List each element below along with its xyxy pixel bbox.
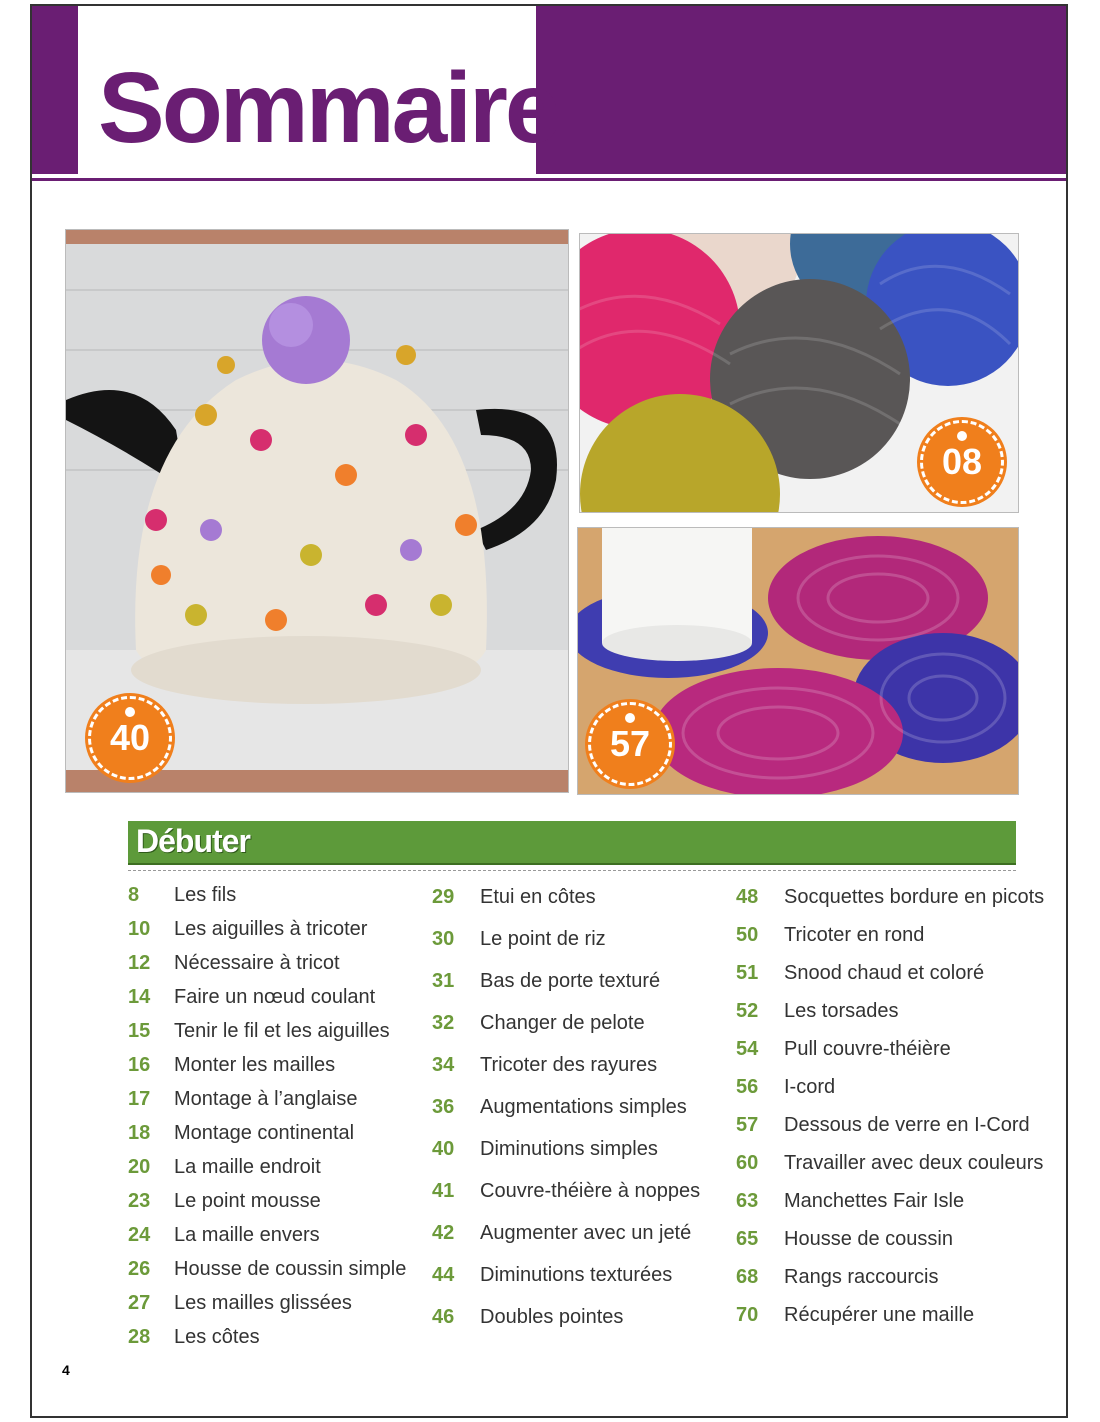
toc-page-number: 40 [432, 1138, 455, 1160]
toc-entry[interactable] [736, 1296, 1044, 1334]
toc-page-number: 70 [736, 1304, 759, 1326]
toc-entry[interactable] [432, 960, 700, 1002]
toc-entry-title: Augmenter avec un jeté [480, 1222, 692, 1244]
toc-page-number: 32 [432, 1012, 455, 1034]
toc-page-number: 17 [128, 1088, 151, 1110]
toc-entry-title: Le point de riz [480, 928, 606, 950]
toc-page-number: 56 [736, 1076, 759, 1098]
toc-page-number: 8 [128, 884, 140, 906]
toc-entry[interactable] [736, 916, 1044, 954]
tea-cosy-photo [66, 230, 568, 792]
toc-page-number: 60 [736, 1152, 759, 1174]
toc-page-number: 29 [432, 886, 455, 908]
toc-entry-title: Montage à l’anglaise [174, 1088, 358, 1110]
toc-entry-title: Les torsades [784, 1000, 899, 1022]
toc-entry-title: Les mailles glissées [174, 1292, 352, 1314]
badge-number: 57 [609, 723, 651, 764]
toc-entry-title: Les fils [174, 884, 237, 906]
toc-entry[interactable] [128, 1320, 406, 1354]
toc-entry-title: La maille envers [174, 1224, 320, 1246]
toc-page-number: 65 [736, 1228, 759, 1250]
toc-page-number: 44 [432, 1264, 455, 1286]
toc-entry[interactable] [128, 912, 406, 946]
toc-entry-title: Doubles pointes [480, 1306, 624, 1328]
toc-entry[interactable] [736, 1144, 1044, 1182]
toc-entry-title: Etui en côtes [480, 886, 596, 908]
toc-entry[interactable] [432, 1002, 700, 1044]
toc-page-number: 46 [432, 1306, 455, 1328]
toc-entry[interactable] [736, 1258, 1044, 1296]
toc-entry-title: Récupérer une maille [784, 1304, 975, 1326]
toc-entry-title: Tenir le fil et les aiguilles [174, 1020, 390, 1042]
toc-page-number: 31 [432, 970, 455, 992]
toc-column-2 [432, 876, 700, 1338]
toc-entry[interactable] [128, 1116, 406, 1150]
toc-page-number: 36 [432, 1096, 455, 1118]
badge-number: 08 [941, 441, 983, 482]
toc-page-number: 14 [128, 986, 151, 1008]
toc-page-number: 18 [128, 1122, 151, 1144]
toc-entry[interactable] [736, 1106, 1044, 1144]
toc-entry-title: Tricoter des rayures [480, 1054, 658, 1076]
toc-entry[interactable] [736, 878, 1044, 916]
toc-page-number: 24 [128, 1224, 151, 1246]
toc-entry[interactable] [736, 992, 1044, 1030]
toc-page-number: 26 [128, 1258, 151, 1280]
toc-entry-title: Housse de coussin [784, 1228, 953, 1250]
toc-page-number: 48 [736, 886, 759, 908]
toc-entry[interactable] [432, 1170, 700, 1212]
yarn-balls-photo [580, 234, 1018, 512]
toc-entry-title: Changer de pelote [480, 1012, 645, 1034]
toc-entry-title: Travailler avec deux couleurs [784, 1152, 1044, 1174]
page-badge-57 [588, 702, 672, 786]
toc-entry[interactable] [128, 1252, 406, 1286]
toc-entry[interactable] [128, 946, 406, 980]
toc-page-number: 10 [128, 918, 151, 940]
magazine-page [30, 4, 1068, 1418]
header-left-bar [32, 6, 78, 174]
toc-entry[interactable] [736, 1030, 1044, 1068]
toc-page-number: 63 [736, 1190, 759, 1212]
toc-entry[interactable] [432, 1044, 700, 1086]
toc-entry[interactable] [432, 1296, 700, 1338]
toc-entry-title: Monter les mailles [174, 1054, 336, 1076]
toc-entry-title: La maille endroit [174, 1156, 321, 1178]
toc-entry[interactable] [432, 1212, 700, 1254]
toc-entry-title: Socquettes bordure en picots [784, 886, 1045, 908]
toc-entry[interactable] [432, 1128, 700, 1170]
section-header-bar [128, 821, 1016, 863]
toc-page-number: 16 [128, 1054, 151, 1076]
toc-page-number: 15 [128, 1020, 151, 1042]
page-badge-40 [88, 696, 172, 780]
toc-page-number: 51 [736, 962, 759, 984]
toc-entry-title: Diminutions simples [480, 1138, 658, 1160]
toc-entry-title: Le point mousse [174, 1190, 321, 1212]
header-rule [32, 178, 1068, 181]
toc-entry[interactable] [128, 1150, 406, 1184]
badge-number: 40 [109, 717, 151, 758]
page-title: Sommaire [98, 52, 558, 164]
toc-page-number: 52 [736, 1000, 759, 1022]
toc-page-number: 41 [432, 1180, 455, 1202]
toc-entry-title: Montage continental [174, 1122, 355, 1144]
toc-page-number: 54 [736, 1038, 759, 1060]
header-right-bar [536, 6, 1068, 174]
toc-entry[interactable] [128, 1082, 406, 1116]
toc-entry[interactable] [736, 954, 1044, 992]
toc-entry-title: Snood chaud et coloré [784, 962, 985, 984]
toc-entry-title: Nécessaire à tricot [174, 952, 340, 974]
toc-page-number: 20 [128, 1156, 151, 1178]
toc-page-number: 57 [736, 1114, 759, 1136]
toc-page-number: 23 [128, 1190, 151, 1212]
toc-entry[interactable] [128, 1048, 406, 1082]
toc-page-number: 50 [736, 924, 759, 946]
toc-column-3 [736, 878, 1044, 1334]
toc-entry[interactable] [432, 1254, 700, 1296]
toc-column-1 [128, 878, 406, 1354]
toc-entry-title: Tricoter en rond [784, 924, 925, 946]
toc-entry-title: Faire un nœud coulant [174, 986, 376, 1008]
toc-entry[interactable] [128, 1184, 406, 1218]
toc-entry-title: Bas de porte texturé [480, 970, 661, 992]
toc-entry[interactable] [128, 1014, 406, 1048]
toc-entry-title: Dessous de verre en I-Cord [784, 1114, 1030, 1136]
toc-page-number: 42 [432, 1222, 455, 1244]
toc-entry[interactable] [736, 1068, 1044, 1106]
toc-entry-title: Les côtes [174, 1326, 260, 1348]
toc-entry-title: I-cord [784, 1076, 836, 1098]
section-title: Débuter [136, 823, 250, 859]
toc-entry[interactable] [128, 1218, 406, 1252]
toc-entry-title: Augmentations simples [480, 1096, 687, 1118]
toc-entry-title: Rangs raccourcis [784, 1266, 939, 1288]
toc-entry[interactable] [432, 918, 700, 960]
toc-page-number: 27 [128, 1292, 151, 1314]
toc-entry-title: Couvre-théière à noppes [480, 1180, 701, 1202]
toc-entry[interactable] [128, 878, 406, 912]
toc-entry[interactable] [432, 1086, 700, 1128]
page-number: 4 [62, 1362, 70, 1378]
toc-entry-title: Les aiguilles à tricoter [174, 918, 368, 940]
toc-entry[interactable] [736, 1220, 1044, 1258]
coasters-photo [578, 528, 1018, 794]
toc-entry-title: Housse de coussin simple [174, 1258, 407, 1280]
toc-page-number: 12 [128, 952, 151, 974]
toc-entry[interactable] [736, 1182, 1044, 1220]
toc-page-number: 34 [432, 1054, 455, 1076]
toc-page-number: 68 [736, 1266, 759, 1288]
toc-entry[interactable] [128, 980, 406, 1014]
toc-page-number: 28 [128, 1326, 151, 1348]
toc-page-number: 30 [432, 928, 455, 950]
toc-entry[interactable] [432, 876, 700, 918]
toc-entry-title: Pull couvre-théière [784, 1038, 951, 1060]
toc-entry-title: Manchettes Fair Isle [784, 1190, 965, 1212]
page-badge-08 [920, 420, 1004, 504]
section-divider [128, 870, 1016, 871]
toc-entry-title: Diminutions texturées [480, 1264, 673, 1286]
toc-entry[interactable] [128, 1286, 406, 1320]
